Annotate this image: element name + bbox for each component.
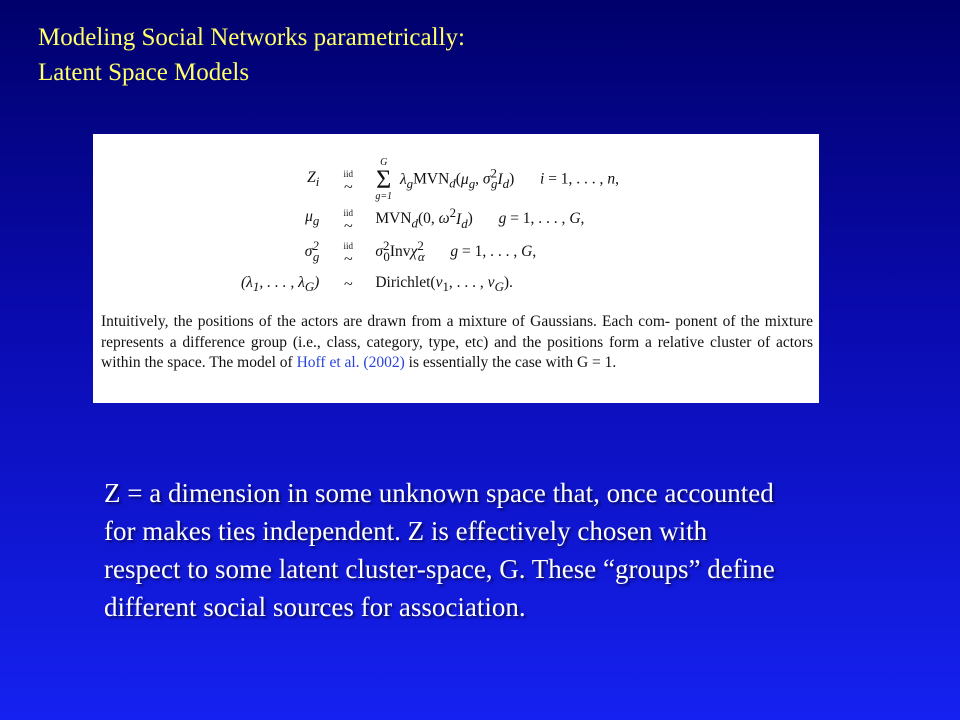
- equation-4-lhs: ($\lambda_1$, . . . , $\lambda_G$): [241, 273, 320, 295]
- equation-3-relation: iid ~: [343, 240, 354, 268]
- equation-2-lhs: $\mu_g$: [305, 207, 320, 229]
- summation-symbol: G Σ g=1: [375, 157, 393, 202]
- excerpt-line-3: positions form a relative cluster of actors within the space. The model of: [101, 333, 814, 371]
- equation-1-rhs: G Σ g=1 $\lambda_gMVN_d(\mu_g$, $\sigma^2_gI_d$) i = 1, . . . , n,: [375, 157, 619, 202]
- equation-row-2: [241, 202, 619, 235]
- body-line-3: respect to some latent cluster-space, G. These “groups” define: [104, 554, 775, 584]
- slide-title: [38, 20, 465, 90]
- equation-1-lhs: $Z_i$: [307, 169, 320, 190]
- equation-2-rhs: $MVN_d(0$, $\omega^2I_d$) g = 1, . . . , G,: [375, 205, 585, 231]
- equation-3-lhs: $\sigma^2_g$: [304, 238, 320, 264]
- equation-row-3: [241, 235, 619, 268]
- equation-2-relation: iid ~: [343, 207, 354, 235]
- equation-row-4: [241, 268, 619, 301]
- equation-row-1: [241, 158, 619, 202]
- equation-1-relation: iid ~: [343, 169, 354, 196]
- slide-title-line-2: Latent Space Models: [38, 59, 250, 86]
- paper-excerpt-image: [93, 134, 819, 403]
- slide-title-line-1: Modeling Social Networks parametrically:: [38, 24, 465, 51]
- excerpt-line-2: ponent of the mixture represents a difference group (i.e., class, category, type, etc) and the: [101, 313, 814, 351]
- body-line-4: different social sources for association.: [104, 592, 526, 622]
- excerpt-line-1: Intuitively, the positions of the actors are drawn from a mixture of Gaussians. Each com-: [101, 313, 671, 330]
- excerpt-paragraph: [101, 312, 813, 374]
- excerpt-line-4: essentially the case with G = 1.: [422, 354, 617, 371]
- body-line-2: for makes ties independent. Z is effectively chosen with: [104, 516, 708, 546]
- equation-3-rhs: $\sigma^2_0Inv\chi^2_\alpha$ g = 1, . . . , G,: [375, 238, 537, 264]
- body-explanation: [104, 474, 904, 626]
- equation-4-relation: ~: [343, 275, 353, 293]
- equation-block: [241, 158, 619, 301]
- citation-suffix: is: [404, 354, 419, 371]
- body-line-1: Z = a dimension in some unknown space that, once accounted: [104, 478, 774, 508]
- equation-4-rhs: $Dirichlet(\nu_1$, . . . , $\nu_G$).: [375, 273, 513, 295]
- citation-link[interactable]: Hoff et al. (2002): [296, 354, 405, 371]
